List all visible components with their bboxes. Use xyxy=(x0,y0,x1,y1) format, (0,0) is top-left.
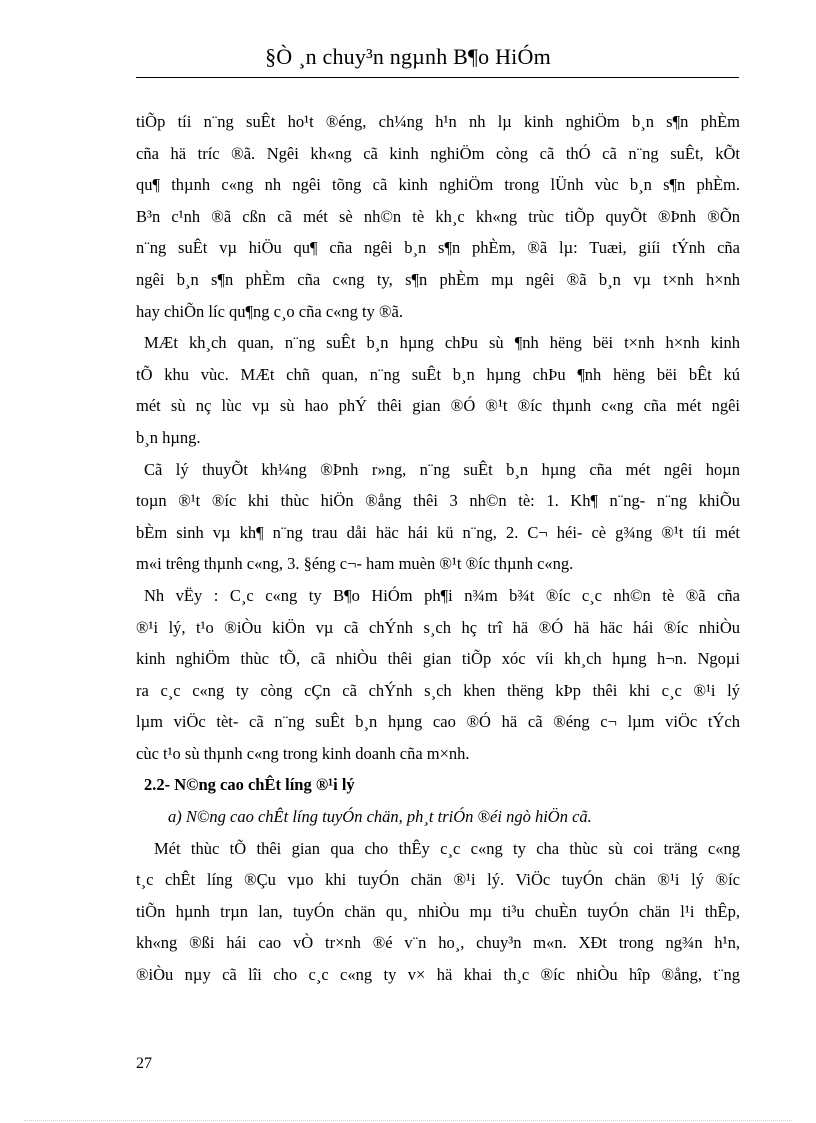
text-line: kh«ng ®ßi hái cao vÒ tr×nh ®é v¨n ho¸, chuy³n m«n. XÐt trong ng¾n h¹n, xyxy=(136,933,740,953)
text-line: mét sù nç lùc vµ sù hao phÝ thêi gian ®Ó ®¹t ®íc thµnh c«ng cña mét ngêi xyxy=(136,396,740,416)
text-line: tiÕn hµnh trµn lan, tuyÓn chän qu¸ nhiÒu mµ ti³u chuÈn tuyÓn chän l¹i thÊp, xyxy=(136,901,740,921)
text-line: cña hä tríc ®ã. Ngêi kh«ng cã kinh nghiÖm còng cã thÓ cã n¨ng suÊt, kÕt xyxy=(136,143,740,163)
text-line: bÈm sinh vµ kh¶ n¨ng trau dåi häc hái kü n¨ng, 2. C¬ héi- cè g¾ng ®¹t tíi mét xyxy=(136,522,740,542)
text-line: tiÕp tíi n¨ng suÊt ho¹t ®éng, ch¼ng h¹n nh lµ kinh nghiÖm b¸n s¶n phÈm xyxy=(136,112,740,131)
text-line: cùc t¹o sù thµnh c«ng trong kinh doanh cña m×nh. xyxy=(136,743,470,763)
text-line: qu¶ thµnh c«ng nh ngêi tõng cã kinh nghiÖm trong lÜnh vùc b¸n s¶n phÈm. xyxy=(136,175,740,195)
text-line: n¨ng suÊt vµ hiÖu qu¶ cña ngêi b¸n s¶n phÈm, ®ã lµ: Tuæi, giíi tÝnh cña xyxy=(136,238,740,258)
text-line: lµm viÖc tèt- cã n¨ng suÊt b¸n hµng cao ®Ó hä cã ®éng c¬ lµm viÖc tÝch xyxy=(136,712,740,732)
text-line: t¸c chÊt líng ®Çu vµo khi tuyÓn chän ®¹i lý. ViÖc tuyÓn chän ®¹i lý ®íc xyxy=(136,870,740,890)
text-line: ngêi b¸n s¶n phÈm cña c«ng ty, s¶n phÈm mµ ngêi ®ã b¸n vµ t×nh h×nh xyxy=(136,269,740,289)
text-line: ®iÒu nµy cã lîi cho c¸c c«ng ty v× hä khai th¸c ®íc nhiÒu hîp ®ång, t¨ng xyxy=(136,965,740,985)
section-subheading: a) N©ng cao chÊt líng tuyÓn chän, ph¸t triÓn ®éi ngò hiÖn cã. xyxy=(168,807,592,827)
text-line: ®¹i lý, t¹o ®iÒu kiÖn vµ cã chÝnh s¸ch hç trî hä ®Ó hä häc hái ®íc nhiÒu xyxy=(136,617,740,637)
text-line: Cã lý thuyÕt kh¼ng ®Þnh r»ng, n¨ng suÊt b¸n hµng cña mét ngêi hoµn xyxy=(144,459,740,479)
text-line: m«i trêng thµnh c«ng, 3. §éng c¬- ham muèn ®¹t ®íc thµnh c«ng. xyxy=(136,554,574,574)
text-line: Mét thùc tÕ thêi gian qua cho thÊy c¸c c«ng ty cha thùc sù coi träng c«ng xyxy=(154,838,740,858)
text-line: kinh nghiÖm thùc tÕ, cã nhiÒu thêi gian tiÕp xóc víi kh¸ch hµng h¬n. Ngoµi xyxy=(136,649,740,669)
text-line: Nh vËy : C¸c c«ng ty B¶o HiÓm ph¶i n¾m b¾t ®íc c¸c nh©n tè ®ã cña xyxy=(144,585,740,605)
text-line: B³n c¹nh ®ã cßn cã mét sè nh©n tè kh¸c kh«ng trùc tiÕp quyÕt ®Þnh ®Õn xyxy=(136,206,740,226)
text-line: tÕ khu vùc. MÆt chñ quan, n¨ng suÊt b¸n hµng chÞu ¶nh hëng bëi bÊt kú xyxy=(136,364,740,384)
document-body xyxy=(136,109,740,994)
text-line: MÆt kh¸ch quan, n¨ng suÊt b¸n hµng chÞu sù ¶nh hëng bëi t×nh h×nh kinh xyxy=(144,333,740,353)
page-number: 27 xyxy=(136,1055,152,1072)
running-header: §Ò ¸n chuy³n ngµnh B¶o HiÓm xyxy=(265,44,551,69)
text-line: ra c¸c c«ng ty còng cÇn cã chÝnh s¸ch khen thëng kÞp thêi khi c¸c ®¹i lý xyxy=(136,680,740,700)
text-line: b¸n hµng. xyxy=(136,427,201,447)
section-heading: 2.2- N©ng cao chÊt líng ®¹i lý xyxy=(144,775,355,795)
text-line: hay chiÕn líc qu¶ng c¸o cña c«ng ty ®ã. xyxy=(136,301,403,321)
text-line: toµn ®¹t ®íc khi thùc hiÖn ®ång thêi 3 nh©n tè: 1. Kh¶ n¨ng- n¨ng khiÕu xyxy=(136,491,740,511)
header-rule xyxy=(136,77,739,78)
footer-divider xyxy=(24,1120,792,1121)
